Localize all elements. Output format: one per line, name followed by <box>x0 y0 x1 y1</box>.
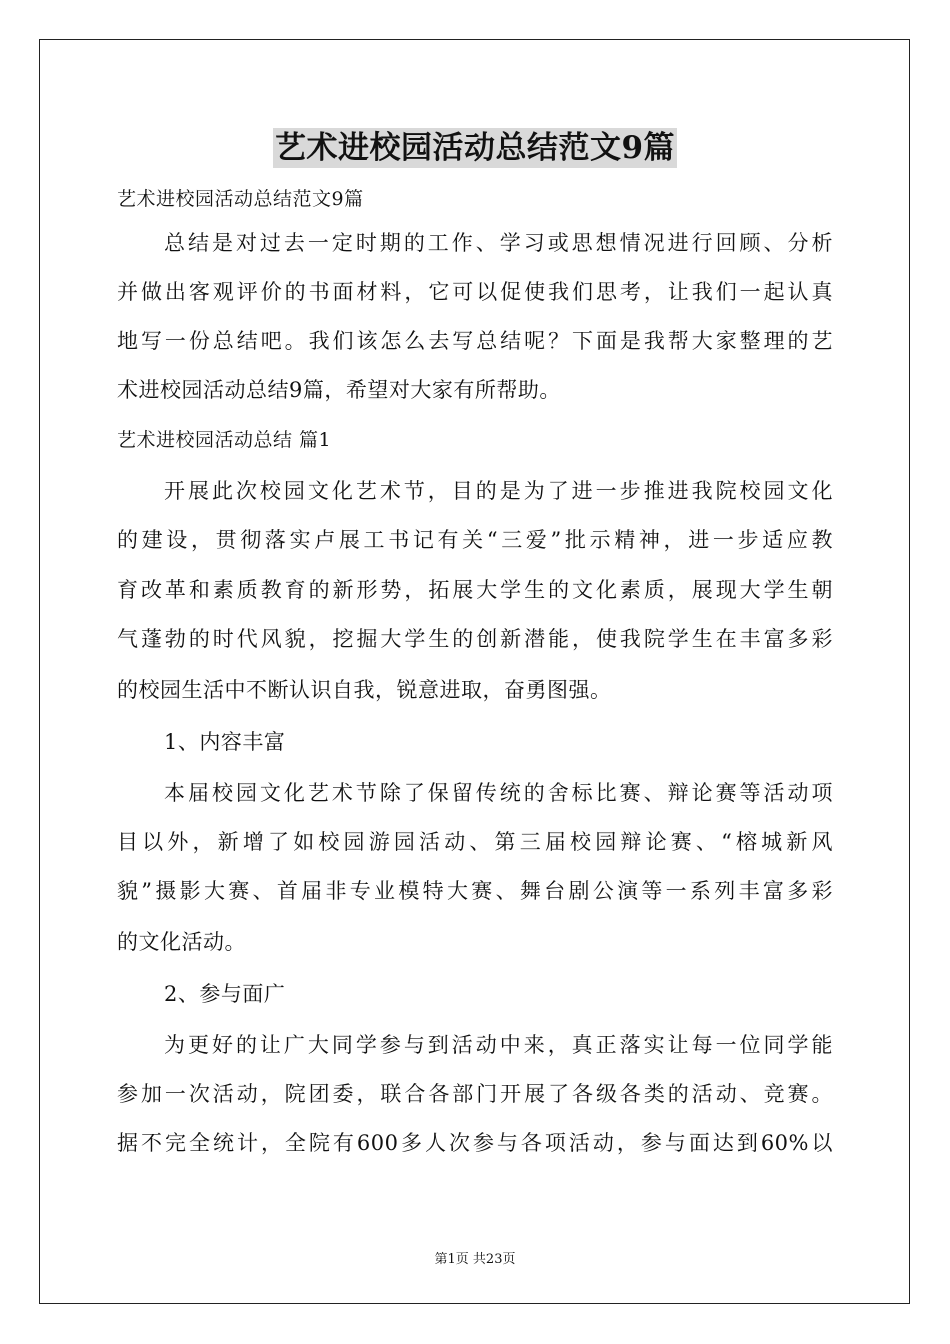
paragraph-line: 气蓬勃的时代风貌，挖掘大学生的创新潜能，使我院学生在丰富多彩 <box>117 627 833 651</box>
paragraph-line: 的建设，贯彻落实卢展工书记有关“三爱”批示精神，进一步适应教 <box>117 528 833 552</box>
paragraph-line: 本届校园文化艺术节除了保留传统的舍标比赛、辩论赛等活动项 <box>164 781 833 805</box>
subheading-line: 1、内容丰富 <box>164 730 286 754</box>
section-heading: 艺术进校园活动总结 篇1 <box>117 429 332 451</box>
paragraph-line: 参加一次活动，院团委，联合各部门开展了各级各类的活动、竞赛。 <box>117 1082 833 1106</box>
paragraph-line: 开展此次校园文化艺术节，目的是为了进一步推进我院校园文化 <box>164 479 833 503</box>
document-body <box>117 180 833 1168</box>
paragraph-line: 并做出客观评价的书面材料，它可以促使我们思考，让我们一起认真 <box>117 280 833 304</box>
paragraph-line: 术进校园活动总结9篇，希望对大家有所帮助。 <box>117 378 561 402</box>
paragraph-line: 目以外，新增了如校园游园活动、第三届校园辩论赛、“榕城新风 <box>117 830 833 854</box>
subtitle-line: 艺术进校园活动总结范文9篇 <box>117 188 364 210</box>
paragraph-line: 据不完全统计，全院有600多人次参与各项活动，参与面达到60%以 <box>117 1131 833 1155</box>
paragraph-line: 育改革和素质教育的新形势，拓展大学生的文化素质，展现大学生朝 <box>117 578 833 602</box>
paragraph-line: 的文化活动。 <box>117 930 246 954</box>
paragraph-line: 为更好的让广大同学参与到活动中来，真正落实让每一位同学能 <box>164 1033 833 1057</box>
paragraph-line: 地写一份总结吧。我们该怎么去写总结呢？下面是我帮大家整理的艺 <box>117 329 833 353</box>
paragraph-line: 貌”摄影大赛、首届非专业模特大赛、舞台剧公演等一系列丰富多彩 <box>117 879 833 903</box>
subheading-line: 2、参与面广 <box>164 982 286 1006</box>
page-number-footer: 第1页 共23页 <box>434 1252 516 1267</box>
document-title: 艺术进校园活动总结范文9篇 <box>274 130 676 166</box>
paragraph-line: 的校园生活中不断认识自我，锐意进取，奋勇图强。 <box>117 678 612 702</box>
paragraph-line: 总结是对过去一定时期的工作、学习或思想情况进行回顾、分析 <box>164 231 833 255</box>
